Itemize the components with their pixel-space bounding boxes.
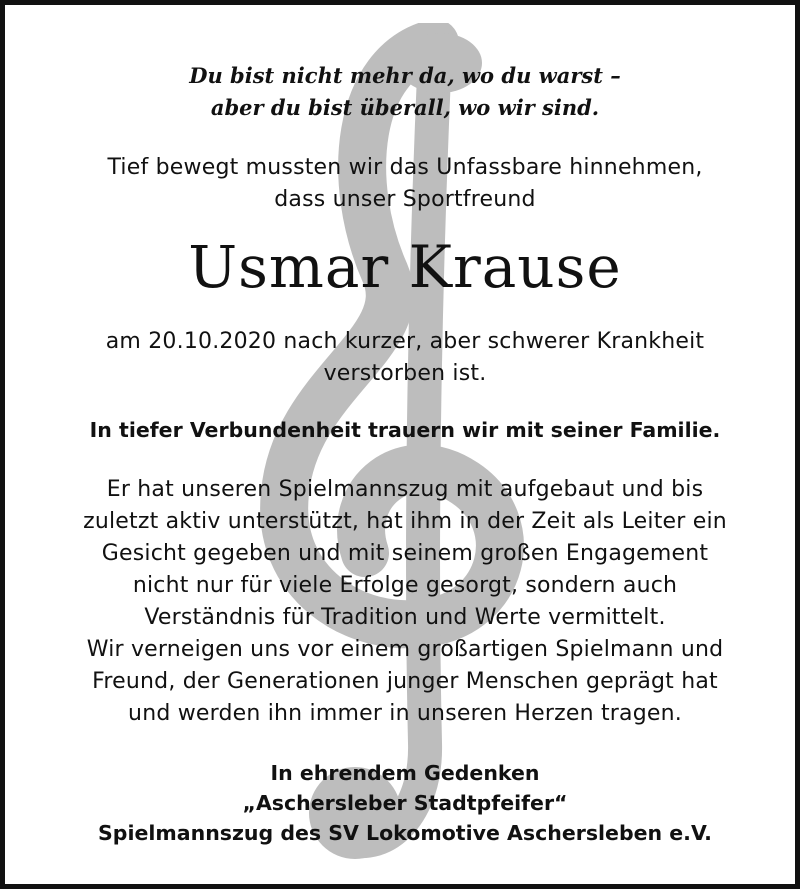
tribute-line-4: nicht nur für viele Erfolge gesorgt, sondern auch: [132, 573, 678, 598]
tribute-line-6: Wir verneigen uns vor einem großartigen Spielmann und: [86, 637, 724, 662]
tribute-line-1: Er hat unseren Spielmannszug mit aufgebaut und bis: [106, 477, 704, 502]
tribute-line-7: Freund, der Generationen junger Menschen geprägt hat: [92, 669, 718, 694]
signature-line-3: Spielmannszug des SV Lokomotive Aschersleben e.V.: [98, 821, 712, 845]
mourning-statement: In tiefer Verbundenheit trauern wir mit seiner Familie.: [89, 418, 721, 442]
signature-line-2: „Aschersleber Stadtpfeifer“: [242, 791, 568, 815]
deceased-name: Usmar Krause: [188, 233, 622, 301]
signature-line-1: In ehrendem Gedenken: [270, 761, 540, 785]
death-line-1: am 20.10.2020 nach kurzer, aber schwerer Krankheit: [105, 329, 705, 354]
intro-line-1: Tief bewegt mussten wir das Unfassbare hinnehmen,: [107, 155, 703, 180]
tribute-line-2: zuletzt aktiv unterstützt, hat ihm in der Zeit als Leiter ein: [83, 509, 727, 534]
tribute-line-5: Verständnis für Tradition und Werte vermittelt.: [144, 605, 666, 630]
death-line-2: verstorben ist.: [323, 361, 487, 386]
intro-line-2: dass unser Sportfreund: [274, 187, 536, 212]
motto-line-2: aber du bist überall, wo wir sind.: [210, 95, 600, 120]
tribute-line-3: Gesicht gegeben und mit seinem großen Engagement: [101, 541, 709, 566]
obituary-text: [5, 5, 800, 889]
tribute-line-8: und werden ihn immer in unseren Herzen tragen.: [128, 701, 682, 726]
motto-line-1: Du bist nicht mehr da, wo du warst –: [189, 63, 621, 88]
